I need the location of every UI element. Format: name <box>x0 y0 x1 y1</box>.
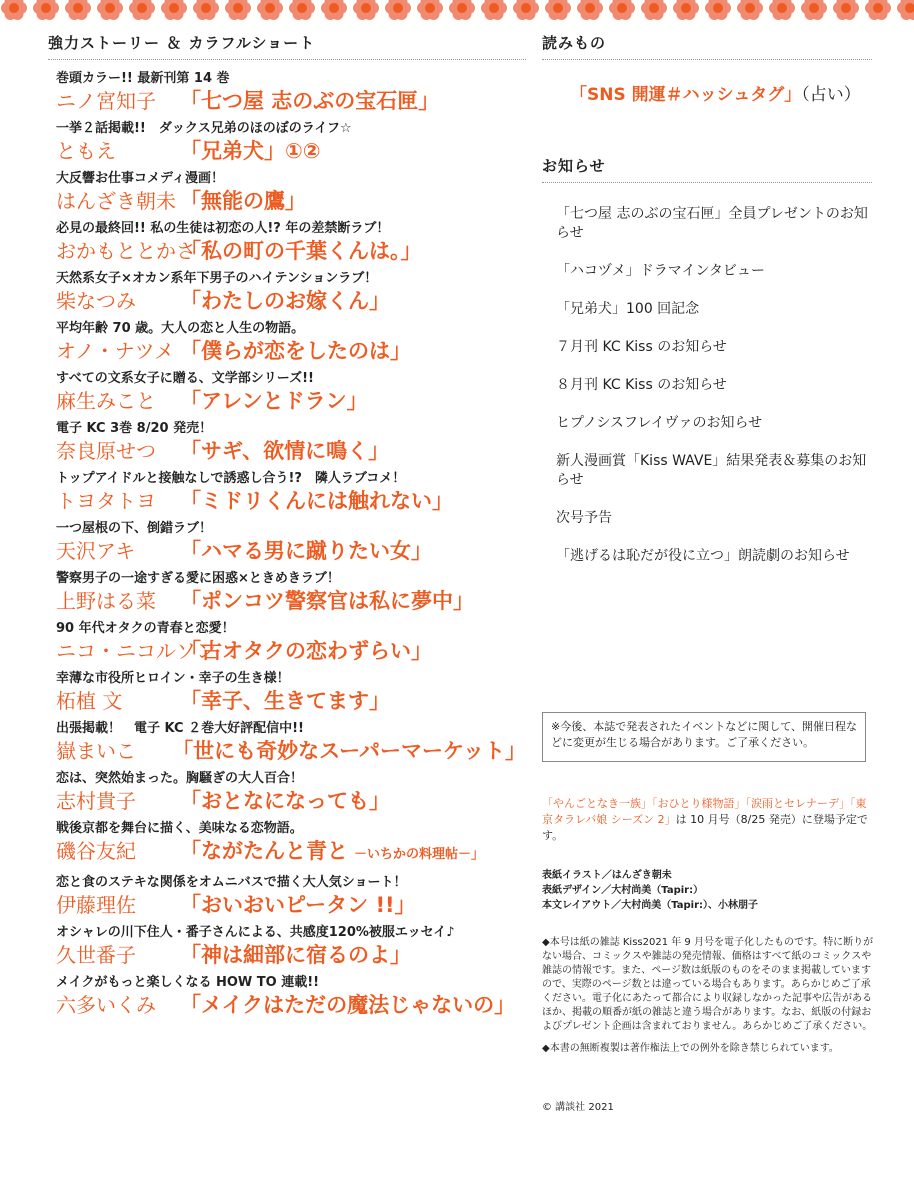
flower-icon <box>65 0 91 20</box>
story-blurb: 恋と食のステキな関係をオムニバスで描く大人気ショート！ <box>56 875 407 890</box>
flower-icon <box>737 0 763 20</box>
flower-icon <box>33 0 59 20</box>
story-blurb: 一挙２話掲載!! ダックス兄弟のほのぼのライフ☆ <box>56 121 352 136</box>
story-author: 志村貴子 <box>56 789 136 813</box>
flower-icon <box>673 0 699 20</box>
story-blurb: 警察男子の一途すぎる愛に困惑×ときめきラブ！ <box>56 571 340 586</box>
story-entry[interactable] <box>56 620 526 664</box>
story-blurb: メイクがもっと楽しくなる HOW TO 連載!! <box>56 975 320 990</box>
copyright: © 講談社 2021 <box>542 1102 614 1113</box>
story-title: 「幸子、生きてます」 <box>180 689 390 713</box>
story-blurb: オシャレの川下住人・番子さんによる、共感度120%被服エッセイ♪ <box>56 925 455 940</box>
story-title: 「私の町の千葉くんは。」 <box>180 239 422 263</box>
story-title: 「無能の鷹」 <box>180 189 306 213</box>
story-entry[interactable] <box>56 370 526 414</box>
story-author: 磯谷友紀 <box>56 839 136 863</box>
story-author: 麻生みこと <box>56 389 156 413</box>
flower-icon <box>897 0 914 20</box>
story-entry[interactable] <box>56 170 526 214</box>
flower-icon <box>769 0 795 20</box>
story-author: ニコ・ニコルソン <box>56 639 216 663</box>
section-title-stories: 強力ストーリー ＆ カラフルショート <box>48 26 526 60</box>
news-item[interactable]: 「逃げるは恥だが役に立つ」朗読劇のお知らせ <box>556 548 850 564</box>
credit-line: 表紙デザイン／大村尚美（Tapir:） <box>542 885 704 896</box>
flower-icon <box>353 0 379 20</box>
story-title: 「僕らが恋をしたのは」 <box>180 339 411 363</box>
credit-line: 表紙イラスト／はんざき朝未 <box>542 870 672 881</box>
story-author: オノ・ナツメ <box>56 339 175 363</box>
story-blurb: 大反響お仕事コメディ漫画！ <box>56 171 224 186</box>
story-blurb: 戦後京都を舞台に描く、美味なる恋物語。 <box>56 821 303 836</box>
news-item[interactable]: ７月刊 KC Kiss のお知らせ <box>556 339 727 355</box>
story-entry[interactable] <box>56 720 526 764</box>
flower-icon <box>417 0 443 20</box>
section-title-reading: 読みもの <box>542 26 872 60</box>
reading-item-title: 「SNS 開運＃ハッシュタグ」 <box>570 85 802 105</box>
story-entry[interactable] <box>56 320 526 364</box>
story-entry[interactable] <box>56 120 526 164</box>
story-entry[interactable] <box>56 70 526 114</box>
legal-paragraph: ◆本書の無断複製は著作権法上での例外を除き禁じられています。 <box>542 1043 839 1054</box>
story-blurb: 電子 KC 3巻 8/20 発売！ <box>56 421 213 436</box>
story-entry[interactable] <box>56 270 526 314</box>
story-author: 嶽まいこ <box>56 739 136 763</box>
story-author: おかもととかさ <box>56 239 196 263</box>
legal-paragraph: ◆本号は紙の雑誌 Kiss2021 年 9 月号を電子化したものです。特に断りがない場合、コミックスや雑誌の発売情報、価格はすべて紙のコミックスや雑誌の情報です。また、ページ数は紙版のものをそのまま掲載していますので、実際のページ数とは違っている場合もあります。あらかじめご了承ください。電子化にあたって都合により収録しなかった記事や広告があるほか、掲載の順番が紙の雑誌と違う場合があります。なお、紙版の付録およびプレゼント企画は含まれておりません。あらかじめご了承ください。 <box>542 937 874 1032</box>
story-title: 「兄弟犬」①② <box>180 139 321 163</box>
flower-icon <box>577 0 603 20</box>
story-author: 上野はる菜 <box>56 589 156 613</box>
story-author: 久世番子 <box>56 943 136 967</box>
credit-line: 本文レイアウト／大村尚美（Tapir:）、小林朋子 <box>542 900 758 911</box>
flower-icon <box>641 0 667 20</box>
story-list <box>48 70 526 1018</box>
flower-icon <box>129 0 155 20</box>
story-title: 「おいおいピータン !!」 <box>180 893 416 917</box>
story-title: 「世にも奇妙なスーパーマーケット」 <box>172 739 526 763</box>
news-list <box>556 205 872 566</box>
story-title: 「神は細部に宿るのよ」 <box>180 943 411 967</box>
flower-icon <box>449 0 475 20</box>
story-author: 六多いくみ <box>56 993 156 1017</box>
story-blurb: 恋は、突然始まった。胸騒ぎの大人百合！ <box>56 771 304 786</box>
story-title: 「おとなになっても」 <box>180 789 390 813</box>
story-entry[interactable] <box>56 520 526 564</box>
flower-icon <box>385 0 411 20</box>
story-blurb: すべての文系女子に贈る、文学部シリーズ!! <box>56 371 314 386</box>
story-entry[interactable] <box>56 670 526 714</box>
story-entry[interactable] <box>56 220 526 264</box>
flower-icon <box>321 0 347 20</box>
story-author: 天沢アキ <box>56 539 136 563</box>
flower-icon <box>289 0 315 20</box>
story-entry[interactable] <box>56 770 526 814</box>
story-title: 「メイクはただの魔法じゃないの」 <box>180 993 516 1017</box>
story-author: 伊藤理佐 <box>56 893 136 917</box>
news-item[interactable]: ヒプノシスフレイヴァのお知らせ <box>556 415 763 431</box>
sidebar <box>542 26 872 585</box>
story-author: ニノ宮知子 <box>56 89 156 113</box>
story-title: 「七つ屋 志のぶの宝石匣」 <box>180 89 440 113</box>
flower-icon <box>225 0 251 20</box>
flower-icon <box>161 0 187 20</box>
flower-icon <box>705 0 731 20</box>
flower-icon <box>801 0 827 20</box>
story-entry[interactable] <box>56 874 526 918</box>
event-notice-box: ※今後、本誌で発表されたイベントなどに関して、開催日程などに変更が生じる場合があります。ご了承ください。 <box>542 712 866 762</box>
story-entry[interactable] <box>56 470 526 514</box>
story-entry[interactable] <box>56 974 526 1018</box>
flower-icon <box>513 0 539 20</box>
story-blurb: 一つ屋根の下、倒錯ラブ！ <box>56 521 213 536</box>
credits <box>542 868 872 913</box>
flower-icon <box>1 0 27 20</box>
story-subtitle: －いちかの料理帖－」 <box>354 847 485 862</box>
flower-icon <box>481 0 507 20</box>
story-section <box>48 26 526 1024</box>
story-title: 「古オタクの恋わずらい」 <box>180 639 432 663</box>
news-item[interactable]: 「ハコヅメ」ドラマインタビュー <box>556 263 765 279</box>
flower-icon <box>865 0 891 20</box>
reading-item[interactable] <box>570 80 872 105</box>
story-blurb: 必見の最終回!! 私の生徒は初恋の人!? 年の差禁断ラブ！ <box>56 221 390 236</box>
section-title-news: お知らせ <box>542 149 872 183</box>
story-author: 柴なつみ <box>56 289 136 313</box>
story-title: 「ハマる男に蹴りたい女」 <box>180 539 432 563</box>
story-blurb: 出張掲載！ 電子 KC ２巻大好評配信中!! <box>56 721 304 736</box>
next-issue-note <box>542 796 872 844</box>
flower-icon <box>193 0 219 20</box>
story-blurb: トップアイドルと接触なしで誘惑し合う!? 隣人ラブコメ！ <box>56 471 406 486</box>
story-entry[interactable] <box>56 570 526 614</box>
reading-item-suffix: （占い） <box>801 85 861 105</box>
news-item[interactable]: 新人漫画賞「Kiss WAVE」結果発表＆募集のお知らせ <box>556 453 867 488</box>
story-title: 「ながたんと青と <box>180 839 348 863</box>
story-author: 奈良原せつ <box>56 439 156 463</box>
story-title: 「ミドリくんには触れない」 <box>180 489 453 513</box>
story-title: 「ポンコツ警察官は私に夢中」 <box>180 589 474 613</box>
story-entry[interactable] <box>56 820 526 868</box>
news-item[interactable]: ８月刊 KC Kiss のお知らせ <box>556 377 727 393</box>
story-author: はんざき朝未 <box>56 189 176 213</box>
story-title: 「アレンとドラン」 <box>180 389 368 413</box>
next-issue-titles: 「やんごとなき一族」「おひとり様物語」「涙雨とセレナーデ」「東京タラレバ娘 シーズン 2」 <box>542 797 867 826</box>
flower-icon <box>833 0 859 20</box>
story-blurb: 平均年齢 70 歳。大人の恋と人生の物語。 <box>56 321 305 336</box>
flower-icon <box>609 0 635 20</box>
story-title: 「わたしのお嫁くん」 <box>180 289 390 313</box>
news-item[interactable]: 「七つ屋 志のぶの宝石匣」全員プレゼントのお知らせ <box>556 206 868 241</box>
flower-icon <box>545 0 571 20</box>
story-blurb: 90 年代オタクの青春と恋愛！ <box>56 621 235 636</box>
flower-icon <box>97 0 123 20</box>
story-author: 柘植 文 <box>56 689 123 713</box>
story-blurb: 巻頭カラー!! 最新刊第 14 巻 <box>56 71 230 86</box>
legal-notes <box>542 936 874 1064</box>
story-author: ともえ <box>56 139 116 163</box>
flower-icon <box>257 0 283 20</box>
news-item[interactable]: 「兄弟犬」100 回記念 <box>556 301 700 317</box>
story-blurb: 天然系女子×オカン系年下男子のハイテンションラブ！ <box>56 271 378 286</box>
news-item[interactable]: 次号予告 <box>556 510 612 526</box>
story-title: 「サギ、欲情に鳴く」 <box>180 439 390 463</box>
story-author: トヨタトヨ <box>56 489 156 513</box>
story-blurb: 幸薄な市役所ヒロイン・幸子の生き様！ <box>56 671 290 686</box>
story-entry[interactable] <box>56 924 526 968</box>
next-issue-text: は 10 月号（8/25 発売）に登場予定です。 <box>542 813 868 842</box>
story-entry[interactable] <box>56 420 526 464</box>
